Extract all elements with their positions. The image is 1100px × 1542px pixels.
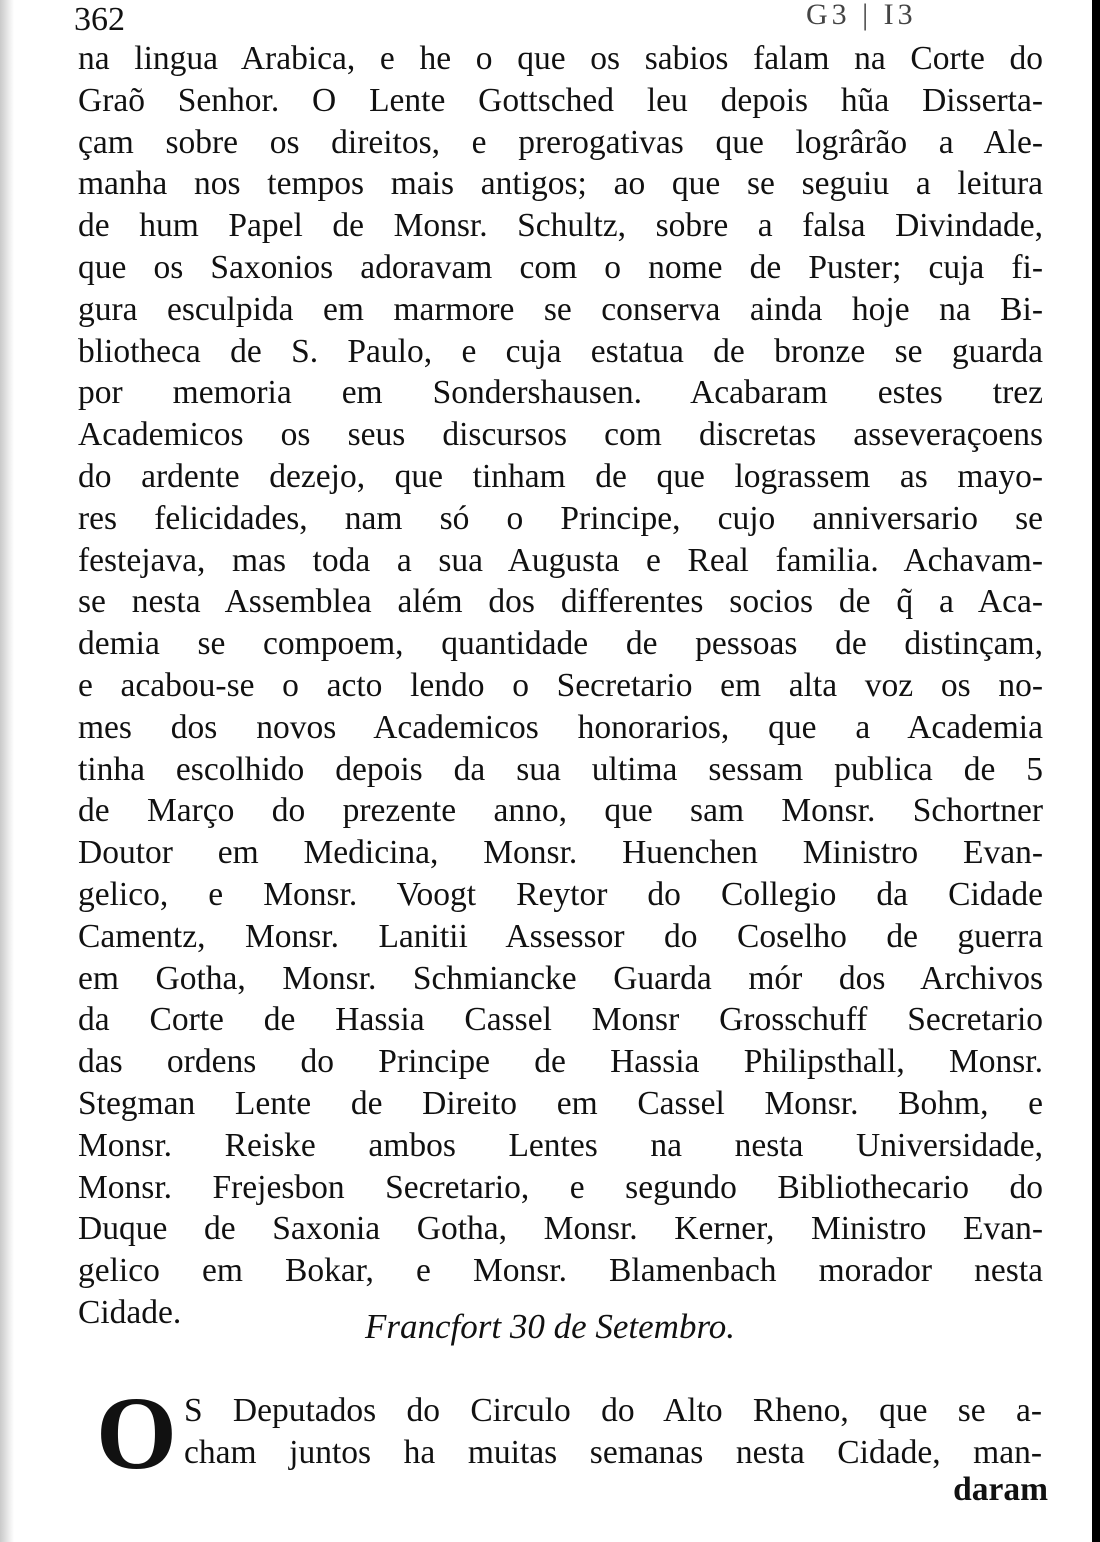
text-line: bliotheca de S. Paulo, e cuja estatua de bronze se guarda [78,332,1043,370]
text-line: que os Saxonios adoravam com o nome de Puster; cuja fi- [78,248,1043,286]
page-number: 362 [74,1,125,38]
text-line: de Março do prezente anno, que sam Monsr. Schortner [78,792,1043,830]
text-line: S Deputados do Circulo do Alto Rheno, que se a- [184,1392,1042,1429]
text-line: Monsr. Reiske ambos Lentes na nesta Universidade, [78,1126,1043,1164]
text-line: na lingua Arabica, e he o que os sabios falam na Corte do [78,40,1043,77]
header-mark: G3 | I3 [806,0,917,31]
text-line: demia se compoem, quantidade de pessoas de distinçam, [78,625,1043,663]
text-line: se nesta Assemblea além dos differentes socios de q̃ a Aca- [78,583,1043,621]
text-line: Doutor em Medicina, Monsr. Huenchen Ministro Evan- [78,834,1043,872]
text-line: por memoria em Sondershausen. Acabaram estes trez [78,374,1043,412]
text-line: da Corte de Hassia Cassel Monsr Grosschuff Secretario [78,1001,1043,1039]
text-line: em Gotha, Monsr. Schmiancke Guarda mór dos Archivos [78,959,1043,997]
article-paragraph-1 [78,38,1043,1334]
dateline: Francfort 30 de Setembro. [364,1307,736,1346]
text-line: Graõ Senhor. O Lente Gottsched leu depois hũa Disserta- [78,81,1043,119]
catchword: daram [953,1471,1048,1508]
text-line: de hum Papel de Monsr. Schultz, sobre a falsa Divindade, [78,207,1043,245]
text-line: e acabou-se o acto lendo o Secretario em alta voz os no- [78,666,1043,704]
drop-cap: O [96,1376,177,1491]
text-line: çam sobre os direitos, e prerogativas que logrârão a Ale- [78,123,1043,161]
text-line: Stegman Lente de Direito em Cassel Monsr. Bohm, e [78,1084,1043,1122]
text-line: gelico em Bokar, e Monsr. Blamenbach morador nesta [78,1252,1043,1290]
text-line: cham juntos ha muitas semanas nesta Cidade, man- [184,1433,1042,1471]
text-line: gelico, e Monsr. Voogt Reytor do Collegio da Cidade [78,875,1043,913]
text-line: das ordens do Principe de Hassia Philipsthall, Monsr. [78,1043,1043,1081]
text-line: Cidade. [78,1293,182,1331]
text-line: gura esculpida em marmore se conserva ainda hoje na Bi- [78,290,1043,328]
text-line: mes dos novos Academicos honorarios, que a Academia [78,708,1043,746]
text-line: Monsr. Frejesbon Secretario, e segundo Bibliothecario do [78,1168,1043,1206]
text-line: tinha escolhido depois da sua ultima sessam publica de 5 [78,750,1043,788]
text-line: do ardente dezejo, que tinham de que lograssem as mayo- [78,457,1043,495]
text-line: festejava, mas toda a sua Augusta e Real familia. Achavam- [78,541,1043,579]
text-line: res felicidades, nam só o Principe, cujo anniversario se [78,499,1043,537]
text-line: Duque de Saxonia Gotha, Monsr. Kerner, Ministro Evan- [78,1210,1043,1248]
text-line: Camentz, Monsr. Lanitii Assessor do Coselho de guerra [78,917,1043,955]
text-line: manha nos tempos mais antigos; ao que se seguiu a leitura [78,165,1043,203]
text-line: Academicos os seus discursos com discretas asseveraçoens [78,416,1043,454]
article-paragraph-2 [184,1390,1042,1474]
